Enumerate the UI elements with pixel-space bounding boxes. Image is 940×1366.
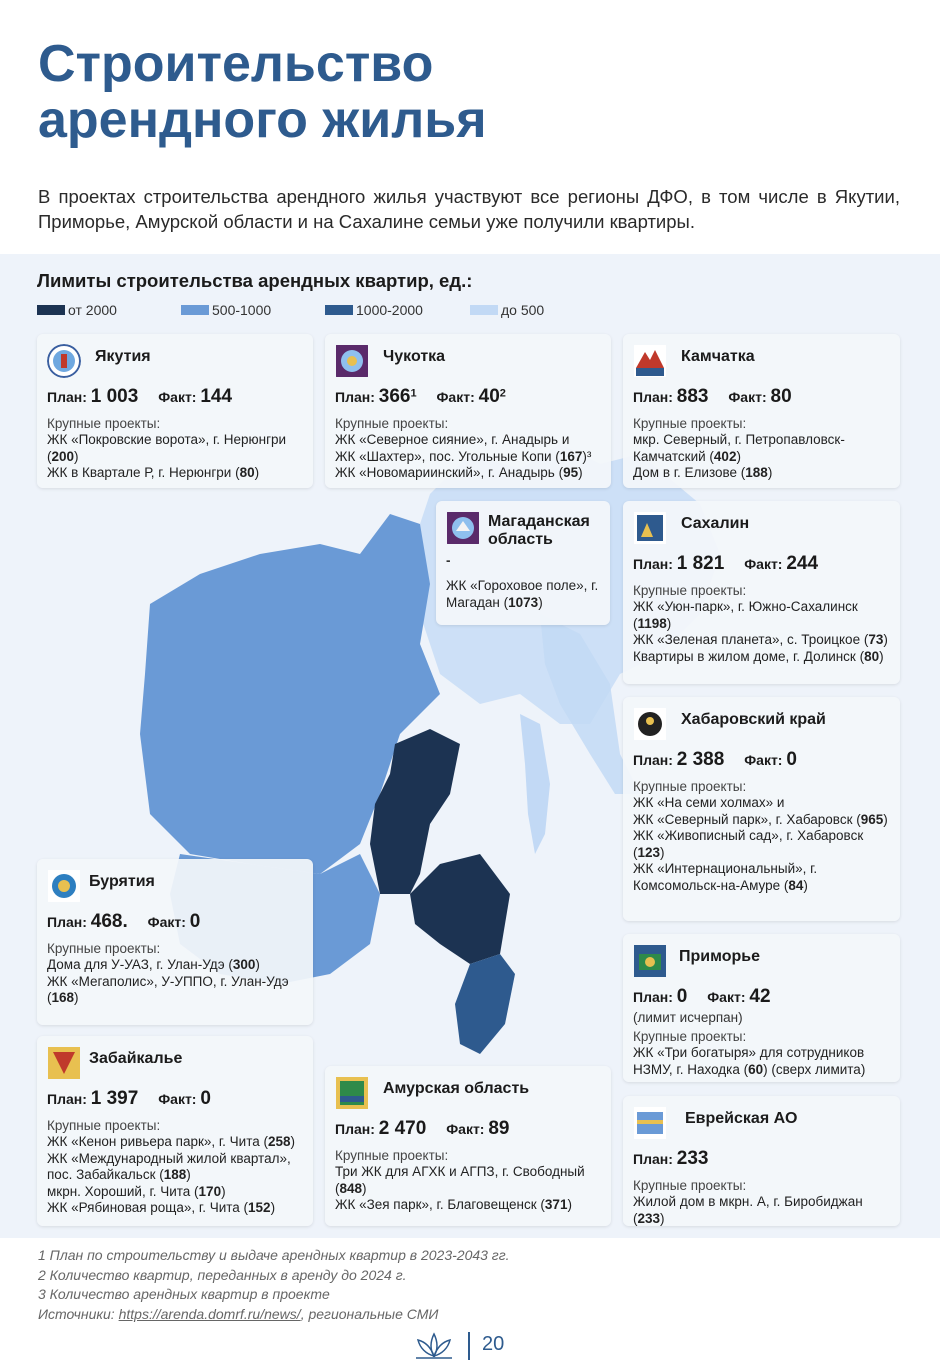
project-item: ЖК «Зеленая планета», с. Троицкое (73): [633, 632, 888, 647]
lotus-logo-icon: [412, 1332, 456, 1360]
footnote-marker: 1: [410, 387, 417, 400]
map-region-primorye: [455, 954, 515, 1054]
intro-paragraph: В проектах строительства арендного жилья участвуют все регионы ДФО, в том числе в Якутии, Приморье, Амурской области и на Сахалине семьи уже получили квартиры.: [38, 186, 900, 232]
plan-value: 2 388: [676, 749, 725, 770]
card-magadan: [436, 501, 610, 625]
project-item: мкр. Северный, г. Петропавловск-Камчатский (402): [633, 432, 845, 464]
yakutia-emblem-icon: [47, 344, 81, 378]
plan-label: План:: [633, 1151, 673, 1167]
khabarovsk-emblem-icon: [633, 707, 667, 741]
fact-label: Факт:: [744, 556, 783, 572]
card-zabaikalye: [37, 1036, 313, 1226]
legend-label: от 2000: [68, 302, 117, 318]
plan-fact: [633, 986, 890, 1008]
sakhalin-emblem-icon: [633, 511, 667, 545]
region-name: Чукотка: [383, 348, 446, 365]
footer-divider: [468, 1332, 470, 1360]
kamchatka-emblem-icon: [633, 344, 667, 378]
map-legend: [37, 302, 637, 318]
projects-title: Крупные проекты:: [633, 416, 747, 431]
plan-label: План:: [47, 1091, 87, 1107]
projects-title: Крупные проекты:: [47, 1118, 161, 1133]
project-item: мкрн. Хороший, г. Чита (170): [47, 1183, 226, 1199]
legend-swatch: [325, 305, 353, 315]
title-line-1: Строительство: [38, 35, 434, 93]
projects-title: Крупные проекты:: [47, 416, 161, 431]
legend-swatch: [470, 305, 498, 315]
projects-title: Крупные проекты:: [633, 583, 747, 598]
plan-fact: [633, 553, 890, 575]
plan-fact: [47, 1088, 303, 1110]
footnote-marker: 2: [499, 387, 506, 400]
project-item: ЖК «Зея парк», г. Благовещенск (371): [335, 1197, 572, 1212]
project-item: ЖК «Три богатыря» для сотрудников НЗМУ, г. Находка (60) (сверх лимита): [633, 1045, 866, 1077]
plan-fact: [633, 749, 890, 771]
project-item: Три ЖК для АГХК и АГПЗ, г. Свободный (848): [335, 1164, 585, 1196]
card-sakhalin: [623, 501, 900, 684]
fact-value: 42: [749, 986, 771, 1007]
map-panel: [0, 254, 940, 1238]
footnote-2: 2 Количество квартир, переданных в аренду до 2024 г.: [38, 1266, 407, 1283]
projects-title: Крупные проекты:: [633, 1029, 747, 1044]
magadan-emblem-icon: [446, 511, 480, 545]
plan-label: План:: [633, 556, 673, 572]
project-item: Дома для У-УАЗ, г. Улан-Удэ (300): [47, 957, 260, 972]
project-item: ЖК «Международный жилой квартал», пос. Забайкальск (188): [47, 1150, 291, 1182]
legend-label: 500-1000: [212, 302, 272, 318]
fact-label: Факт:: [158, 1091, 197, 1107]
fact-value: 144: [200, 386, 233, 407]
plan-value: 366: [378, 386, 411, 407]
project-item: ЖК «Живописный сад», г. Хабаровск (123): [633, 828, 864, 860]
projects-title: Крупные проекты:: [633, 1178, 747, 1193]
title-line-2: арендного жилья: [38, 91, 487, 149]
project-item: ЖК «Северное сияние», г. Анадырь и: [335, 432, 570, 447]
project-item: ЖК «Кенон ривьера парк», г. Чита (258): [47, 1134, 296, 1149]
region-name: Якутия: [95, 348, 151, 365]
sources-link[interactable]: https://arenda.domrf.ru/news/: [118, 1305, 301, 1322]
project-item: ЖК «На семи холмах» и: [633, 795, 785, 810]
region-name: Приморье: [679, 948, 761, 965]
plan-fact: [47, 911, 303, 933]
projects-title: Крупные проекты:: [335, 416, 449, 431]
project-item: ЖК «Мегаполис», У-УППО, г. Улан-Удэ (168): [47, 973, 289, 1005]
plan-label: План:: [633, 989, 673, 1005]
fact-label: Факт:: [707, 989, 746, 1005]
region-name: Камчатка: [681, 348, 755, 365]
plan-label: План:: [633, 752, 673, 768]
zabaikalye-emblem-icon: [47, 1046, 81, 1080]
page-number: 20: [482, 1333, 505, 1355]
plan-fact: [335, 386, 601, 408]
card-jewish-ao: [623, 1096, 900, 1226]
region-name: Бурятия: [89, 873, 155, 890]
plan-value: 1 397: [90, 1088, 139, 1109]
plan-label: План:: [633, 389, 673, 405]
fact-label: Факт:: [436, 389, 475, 405]
region-name: Амурская область: [383, 1080, 530, 1097]
card-amur: [325, 1066, 611, 1226]
limit-note: (лимит исчерпан): [633, 1010, 743, 1025]
project-item: ЖК «Интернациональный», г. Комсомольск-на-Амуре (84): [633, 861, 818, 893]
legend-label: до 500: [501, 302, 545, 318]
fact-label: Факт:: [158, 389, 197, 405]
project-item: ЖК «Рябиновая роща», г. Чита (152): [47, 1200, 276, 1215]
project-item: ЖК «Северный парк», г. Хабаровск (965): [633, 811, 888, 827]
card-khabarovsk: [623, 697, 900, 921]
project-item: Дом в г. Елизове (188): [633, 465, 773, 480]
plan-value: 1 821: [676, 553, 725, 574]
panel-heading: Лимиты строительства арендных квартир, ед.:: [37, 270, 473, 291]
fact-value: 89: [488, 1118, 510, 1139]
plan-fact: [633, 386, 890, 408]
project-item: ЖК «Покровские ворота», г. Нерюнгри (200): [47, 432, 287, 464]
card-kamchatka: [623, 334, 900, 488]
region-name: Магаданская область: [488, 513, 590, 548]
plan-value: 468.: [90, 911, 128, 932]
project-item: ЖК «Уюн-парк», г. Южно-Сахалинск (1198): [633, 599, 858, 631]
project-item: ЖК «Новомариинский», г. Анадырь (95): [335, 465, 583, 480]
plan-fact: [633, 1148, 890, 1170]
card-buryatia: [37, 859, 313, 1025]
footnote-3: 3 Количество арендных квартир в проекте: [38, 1286, 330, 1302]
region-name: Забайкалье: [89, 1050, 183, 1067]
chukotka-emblem-icon: [335, 344, 369, 378]
plan-label: План:: [47, 389, 87, 405]
plan-label: План:: [335, 389, 375, 405]
plan-fact: [335, 1118, 601, 1140]
project-item: Квартиры в жилом доме, г. Долинск (80): [633, 648, 884, 664]
fact-label: Факт:: [728, 389, 767, 405]
region-name: Еврейская АО: [685, 1110, 798, 1127]
fact-label: Факт:: [147, 914, 186, 930]
fact-value: 0: [189, 911, 201, 932]
plan-value: 2 470: [378, 1118, 427, 1139]
map-region-amur: [410, 854, 510, 964]
footnotes: [38, 1246, 898, 1324]
legend-swatch: [37, 305, 65, 315]
projects-title: Крупные проекты:: [633, 779, 747, 794]
projects-title: Крупные проекты:: [47, 941, 161, 956]
legend-label: 1000-2000: [356, 302, 423, 318]
buryatia-emblem-icon: [47, 869, 81, 903]
primorye-emblem-icon: [633, 944, 667, 978]
fact-label: Факт:: [744, 752, 783, 768]
fact-value: 244: [786, 553, 819, 574]
plan-value: 883: [676, 386, 709, 407]
card-primorye: [623, 934, 900, 1082]
page-title: [38, 36, 738, 148]
card-yakutia: [37, 334, 313, 488]
legend-swatch: [181, 305, 209, 315]
fact-value: 0: [200, 1088, 211, 1109]
footnote-1: 1 План по строительству и выдаче арендных квартир в 2023-2043 гг.: [38, 1247, 510, 1263]
plan-value: 0: [676, 986, 688, 1007]
plan-label: План:: [335, 1121, 375, 1137]
region-name: Сахалин: [681, 515, 750, 532]
projects-title: Крупные проекты:: [335, 1148, 449, 1163]
project-item: ЖК в Квартале Р, г. Нерюнгри (80): [47, 465, 260, 480]
plan-dash: -: [446, 553, 451, 568]
plan-value: 1 003: [90, 386, 139, 407]
project-item: Жилой дом в мкрн. А, г. Биробиджан (233): [633, 1194, 863, 1226]
jewish-ao-emblem-icon: [633, 1106, 667, 1140]
fact-value: 40: [478, 386, 500, 407]
card-chukotka: [325, 334, 611, 488]
fact-value: 0: [786, 749, 797, 770]
plan-label: План:: [47, 914, 87, 930]
region-name: Хабаровский край: [681, 711, 826, 728]
project-item: ЖК «Шахтер», пос. Угольные Копи (167)³: [335, 448, 592, 464]
fact-label: Факт:: [446, 1121, 485, 1137]
project-item: ЖК «Гороховое поле», г. Магадан (1073): [446, 578, 599, 610]
amur-emblem-icon: [335, 1076, 369, 1110]
plan-fact: [47, 386, 303, 408]
sources-line: Источники: https://arenda.domrf.ru/news/, региональные СМИ: [38, 1305, 439, 1322]
fact-value: 80: [770, 386, 792, 407]
plan-value: 233: [676, 1148, 709, 1169]
page-footer: [412, 1330, 532, 1364]
map-region-sakhalin: [520, 714, 550, 854]
